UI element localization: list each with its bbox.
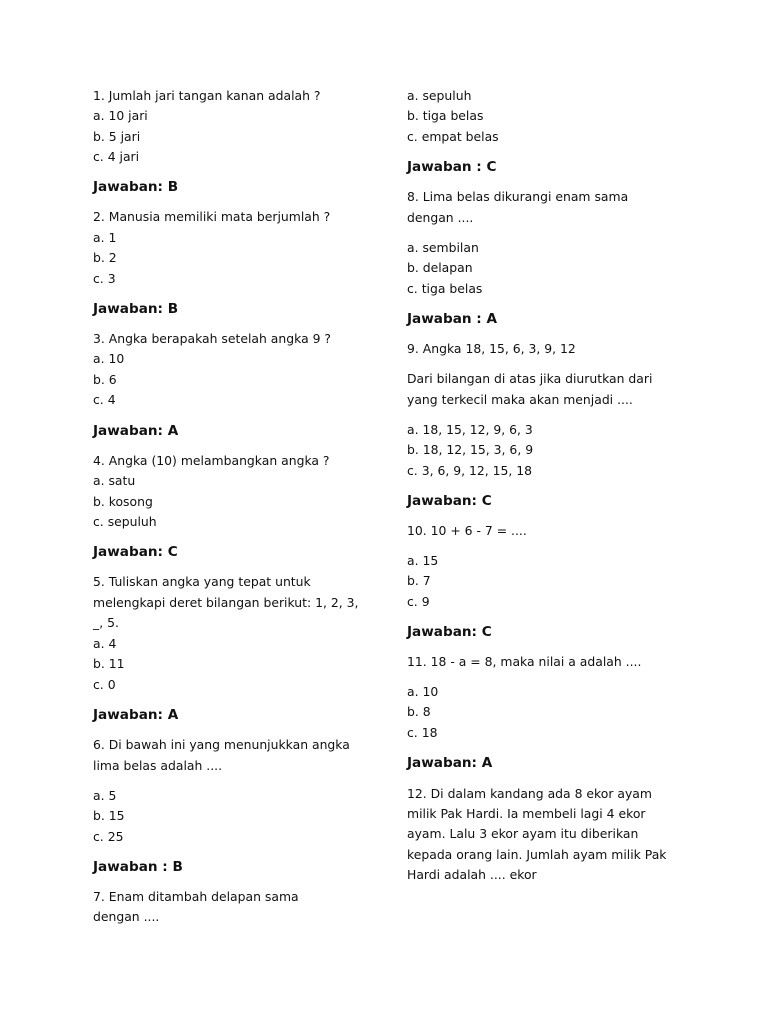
question-12-text-line-4: kepada orang lain. Jumlah ayam milik Pak	[407, 847, 667, 862]
question-1-option-a: a. 10 jari	[93, 108, 148, 123]
question-6-text-line-2: lima belas adalah ....	[93, 758, 223, 773]
question-6-answer: Jawaban : B	[93, 859, 183, 875]
question-4-option-a: a. satu	[93, 473, 136, 488]
question-7-text-line-2: dengan ....	[93, 909, 160, 924]
question-1-option-c: c. 4 jari	[93, 149, 140, 164]
question-9-extra-line-2: yang terkecil maka akan menjadi ....	[407, 392, 633, 407]
question-5-answer: Jawaban: A	[93, 707, 179, 723]
right-column	[407, 0, 707, 1024]
question-4-text: 4. Angka (10) melambangkan angka ?	[93, 453, 330, 468]
question-3-answer: Jawaban: A	[93, 423, 179, 439]
question-7-option-b: b. tiga belas	[407, 108, 484, 123]
question-12-text-line-2: milik Pak Hardi. Ia membeli lagi 4 ekor	[407, 806, 646, 821]
question-4-option-b: b. kosong	[93, 494, 153, 509]
question-11-option-b: b. 8	[407, 704, 431, 719]
question-3-option-a: a. 10	[93, 351, 125, 366]
question-10-option-b: b. 7	[407, 573, 431, 588]
question-10-answer: Jawaban: C	[407, 624, 492, 640]
question-5-text-line-2: melengkapi deret bilangan berikut: 1, 2, 3,	[93, 595, 359, 610]
question-7-option-c: c. empat belas	[407, 129, 499, 144]
question-9-option-b: b. 18, 12, 15, 3, 6, 9	[407, 442, 534, 457]
question-11-option-c: c. 18	[407, 725, 438, 740]
question-6-option-c: c. 25	[93, 829, 124, 844]
left-column	[93, 0, 383, 1024]
question-3-text: 3. Angka berapakah setelah angka 9 ?	[93, 331, 332, 346]
question-8-answer: Jawaban : A	[407, 311, 497, 327]
question-8-text-line-1: 8. Lima belas dikurangi enam sama	[407, 189, 629, 204]
question-2-option-a: a. 1	[93, 230, 117, 245]
question-5-text-line-1: 5. Tuliskan angka yang tepat untuk	[93, 574, 311, 589]
question-7-option-a: a. sepuluh	[407, 88, 472, 103]
question-5-option-b: b. 11	[93, 656, 125, 671]
question-12-text-line-5: Hardi adalah .... ekor	[407, 867, 537, 882]
question-10-option-c: c. 9	[407, 594, 430, 609]
question-2-option-c: c. 3	[93, 271, 116, 286]
question-2-option-b: b. 2	[93, 250, 117, 265]
question-5-option-a: a. 4	[93, 636, 117, 651]
question-9-option-a: a. 18, 15, 12, 9, 6, 3	[407, 422, 533, 437]
question-10-option-a: a. 15	[407, 553, 439, 568]
question-11-text: 11. 18 - a = 8, maka nilai a adalah ....	[407, 654, 642, 669]
question-8-option-a: a. sembilan	[407, 240, 479, 255]
question-3-option-c: c. 4	[93, 392, 116, 407]
question-2-text: 2. Manusia memiliki mata berjumlah ?	[93, 209, 331, 224]
question-1-option-b: b. 5 jari	[93, 129, 141, 144]
question-9-option-c: c. 3, 6, 9, 12, 15, 18	[407, 463, 533, 478]
question-2-answer: Jawaban: B	[93, 301, 179, 317]
question-8-option-b: b. delapan	[407, 260, 473, 275]
question-9-text: 9. Angka 18, 15, 6, 3, 9, 12	[407, 341, 576, 356]
question-10-text: 10. 10 + 6 - 7 = ....	[407, 523, 527, 538]
question-6-option-a: a. 5	[93, 788, 117, 803]
question-4-answer: Jawaban: C	[93, 544, 178, 560]
question-7-text-line-1: 7. Enam ditambah delapan sama	[93, 889, 299, 904]
question-4-option-c: c. sepuluh	[93, 514, 157, 529]
question-9-extra-line-1: Dari bilangan di atas jika diurutkan dari	[407, 371, 653, 386]
question-12-text-line-1: 12. Di dalam kandang ada 8 ekor ayam	[407, 786, 652, 801]
question-5-text-line-3: _, 5.	[93, 615, 119, 630]
question-7-answer: Jawaban : C	[407, 159, 497, 175]
question-6-text-line-1: 6. Di bawah ini yang menunjukkan angka	[93, 737, 350, 752]
question-11-option-a: a. 10	[407, 684, 439, 699]
question-5-option-c: c. 0	[93, 677, 116, 692]
question-12-text-line-3: ayam. Lalu 3 ekor ayam itu diberikan	[407, 826, 639, 841]
question-8-option-c: c. tiga belas	[407, 281, 483, 296]
question-11-answer: Jawaban: A	[407, 755, 493, 771]
question-3-option-b: b. 6	[93, 372, 117, 387]
question-1-text: 1. Jumlah jari tangan kanan adalah ?	[93, 88, 321, 103]
question-9-answer: Jawaban: C	[407, 493, 492, 509]
question-1-answer: Jawaban: B	[93, 179, 179, 195]
question-6-option-b: b. 15	[93, 808, 125, 823]
question-8-text-line-2: dengan ....	[407, 210, 474, 225]
